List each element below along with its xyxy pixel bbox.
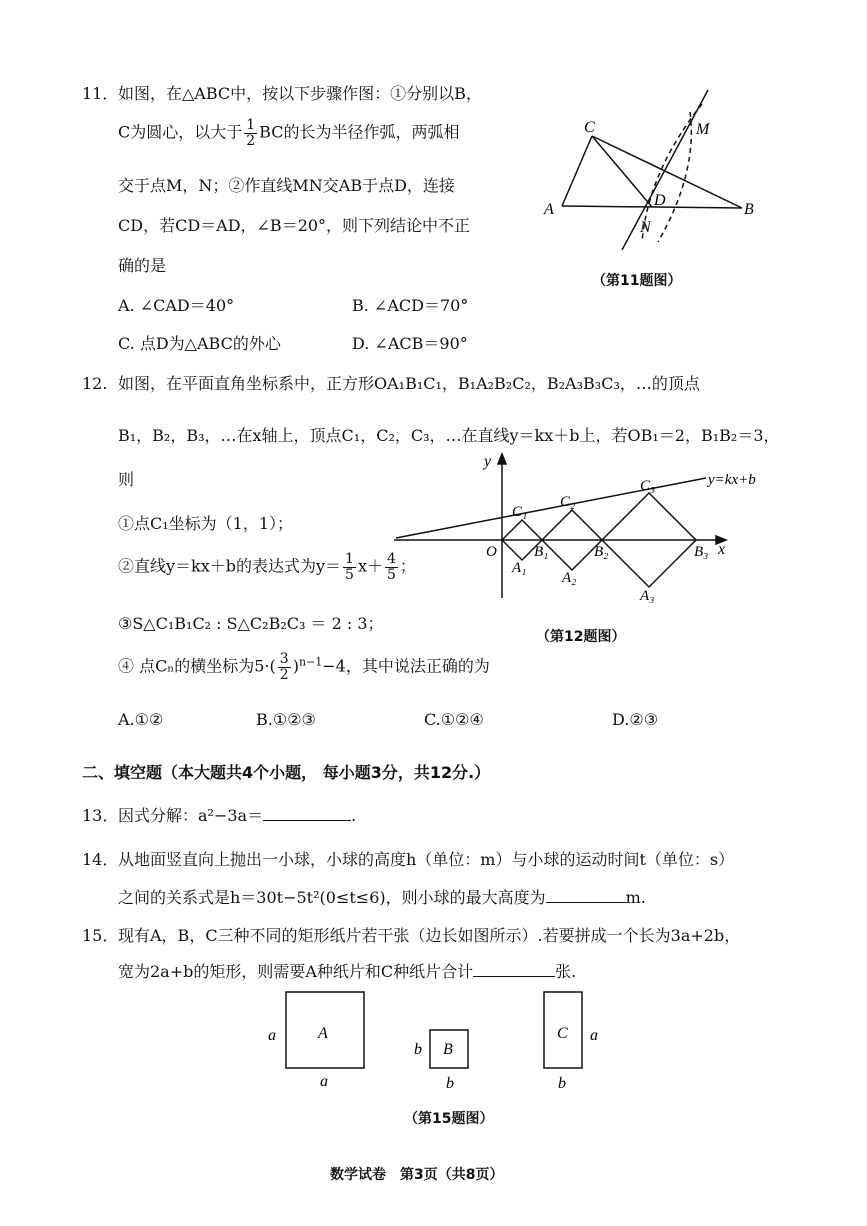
q11-label-b: B <box>744 201 754 218</box>
q11-number: 11． <box>82 84 119 103</box>
q12-s4-post: −4，其中说法正确的为 <box>322 656 490 676</box>
q12-option-d: D.②③ <box>612 710 659 729</box>
q12-label-line: y=kx+b <box>708 472 756 488</box>
q12-label-c3: C₃ <box>640 478 656 494</box>
q12-line1: 如图，在平面直角坐标系中，正方形OA₁B₁C₁，B₁A₂B₂C₂，B₂A₃B₃C₃，…的顶点 <box>118 374 700 393</box>
q11-caption: （第11题图） <box>592 273 682 289</box>
q14-line2 <box>118 890 646 906</box>
q11-option-d: D. ∠ACB＝90° <box>352 334 468 353</box>
q11-label-d: D <box>654 192 666 209</box>
q11-line3: 交于点M，N；②作直线MN交AB于点D，连接 <box>118 176 455 195</box>
q11-option-b: B. ∠ACD＝70° <box>352 296 469 315</box>
q14-answer-blank[interactable] <box>546 902 626 903</box>
q15-line2 <box>118 964 576 980</box>
q12-label-a3: A₃ <box>640 588 655 604</box>
q13-line <box>118 808 356 824</box>
q12-label-c2: C₂ <box>560 494 576 510</box>
q11-half-num: 1 <box>246 117 256 133</box>
q12-s2-pre: ②直线y＝kx＋b的表达式为y＝ <box>118 556 342 576</box>
q14-line1: 从地面竖直向上抛出一小球，小球的高度h（单位：m）与小球的运动时间t（单位：s） <box>118 850 735 869</box>
q12-s4-pre: ④ 点Cₙ的横坐标为5·( <box>118 656 276 676</box>
q15-label-a-side: a <box>268 1027 276 1044</box>
q12-label-a1: A₁ <box>512 560 527 576</box>
q12-statement-2 <box>118 552 416 582</box>
q12-label-b2: B₂ <box>594 544 609 560</box>
q15-number: 15． <box>82 926 119 945</box>
q12-option-b: B.①②③ <box>256 710 316 729</box>
q12-s2-frac2-den: 5 <box>387 566 396 583</box>
q11-half-fraction <box>244 118 257 148</box>
q15-label-c-side: a <box>590 1027 598 1044</box>
q12-s2-mid: x＋ <box>357 556 383 576</box>
q11-figure <box>530 82 790 262</box>
q11-label-n: N <box>640 219 651 236</box>
q12-option-c: C.①②④ <box>424 710 484 729</box>
q11-option-c: C. 点D为△ABC的外心 <box>118 334 281 353</box>
q12-line3: 则 <box>118 470 135 489</box>
q12-y-axis-arrow <box>498 454 506 464</box>
q11-segment-cb <box>592 136 742 208</box>
q14-end: m. <box>625 888 646 907</box>
section-fill-blank-title: 二、填空题（本大题共4个小题， 每小题3分，共12分.） <box>82 763 491 782</box>
q12-label-b1: B₁ <box>534 544 549 560</box>
q11-label-c: C <box>584 119 595 136</box>
q11-line1: 如图，在△ABC中，按以下步骤作图：①分别以B， <box>118 84 482 103</box>
q15-label-a: A <box>318 1025 328 1042</box>
q14-number: 14． <box>82 850 119 869</box>
q11-option-a: A. ∠CAD＝40° <box>118 296 235 315</box>
q12-s2-frac2-num: 4 <box>387 551 396 567</box>
q12-caption: （第12题图） <box>536 629 626 645</box>
q15-label-b: B <box>443 1041 453 1058</box>
q12-label-x: x <box>718 541 726 558</box>
q15-line1: 现有A，B，C三种不同的矩形纸片若干张（边长如图所示）.若要拼成一个长为3a+2b， <box>118 926 741 945</box>
q12-s4-frac-num: 3 <box>279 651 289 667</box>
q12-number: 12. <box>82 374 108 393</box>
q11-arc-dashed-1 <box>642 104 702 242</box>
q12-s2-post: ； <box>399 556 416 576</box>
q11-line2 <box>118 118 459 148</box>
q15-label-c-bottom: b <box>558 1075 566 1092</box>
q15-caption: （第15题图） <box>404 1111 494 1127</box>
q15-label-b-side: b <box>414 1041 422 1058</box>
q12-s2-frac1-num: 1 <box>345 551 354 567</box>
q15-label-c: C <box>557 1025 568 1042</box>
q12-label-a2: A₂ <box>562 570 577 586</box>
q12-option-a: A.①② <box>118 710 164 729</box>
q14-line2-text: 之间的关系式是h＝30t−5t²(0≤t≤6)，则小球的最大高度为 <box>118 888 546 907</box>
q15-line2-text: 宽为2a+b的矩形，则需要A种纸片和C种纸片合计 <box>118 962 474 981</box>
q11-line5: 确的是 <box>118 256 167 275</box>
page-footer: 数学试卷 第3页（共8页） <box>330 1167 504 1183</box>
q11-line2-pre: C为圆心，以大于 <box>118 122 243 142</box>
q11-line2-post: BC的长为半径作弧，两弧相 <box>259 122 460 142</box>
q12-statement-3: ③S△C₁B₁C₂ : S△C₂B₂C₃ ＝ 2 : 3； <box>118 614 384 633</box>
q11-line4: CD，若CD＝AD，∠B＝20°，则下列结论中不正 <box>118 216 471 235</box>
q12-s2-frac1 <box>343 552 356 582</box>
q12-statement-1: ①点C₁坐标为（1，1）； <box>118 514 294 533</box>
q11-segment-cd <box>592 136 652 207</box>
q15-label-a-bottom: a <box>320 1073 328 1090</box>
q12-statement-4: ④ 点Cₙ的横坐标为5·( $\frac{3}{2}$ )$^{n-1}$−4，其中说法正确的为 <box>118 651 490 683</box>
q12-s4-frac <box>278 652 291 682</box>
q12-figure <box>390 448 790 608</box>
q12-label-y: y <box>484 453 492 470</box>
q15-label-b-bottom: b <box>446 1075 454 1092</box>
q15-answer-blank[interactable] <box>473 976 555 977</box>
q12-label-b3: B₃ <box>694 544 709 560</box>
q12-line-kxb <box>396 478 706 538</box>
q15-end: 张. <box>555 962 577 981</box>
q12-s4-exponent: n−1 <box>298 655 323 669</box>
q15-figure <box>260 984 620 1096</box>
q13-end: . <box>351 806 357 825</box>
q12-line2: B₁，B₂，B₃，…在x轴上，顶点C₁，C₂，C₃，…在直线y＝kx＋b上，若OB₁＝2，B₁B₂＝3， <box>118 426 780 445</box>
q11-half-den: 2 <box>246 132 256 149</box>
q12-label-c1: C₁ <box>512 504 528 520</box>
q13-answer-blank[interactable] <box>263 820 351 821</box>
q13-number: 13． <box>82 806 119 825</box>
q12-s4-frac-den: 2 <box>279 666 289 683</box>
q12-label-o: O <box>486 544 497 560</box>
q11-label-m: M <box>696 121 710 138</box>
q12-s2-frac1-den: 5 <box>345 566 354 583</box>
q13-text: 因式分解：a²−3a＝ <box>118 806 264 825</box>
q11-segment-ca <box>562 136 592 206</box>
q11-label-a: A <box>544 201 554 218</box>
